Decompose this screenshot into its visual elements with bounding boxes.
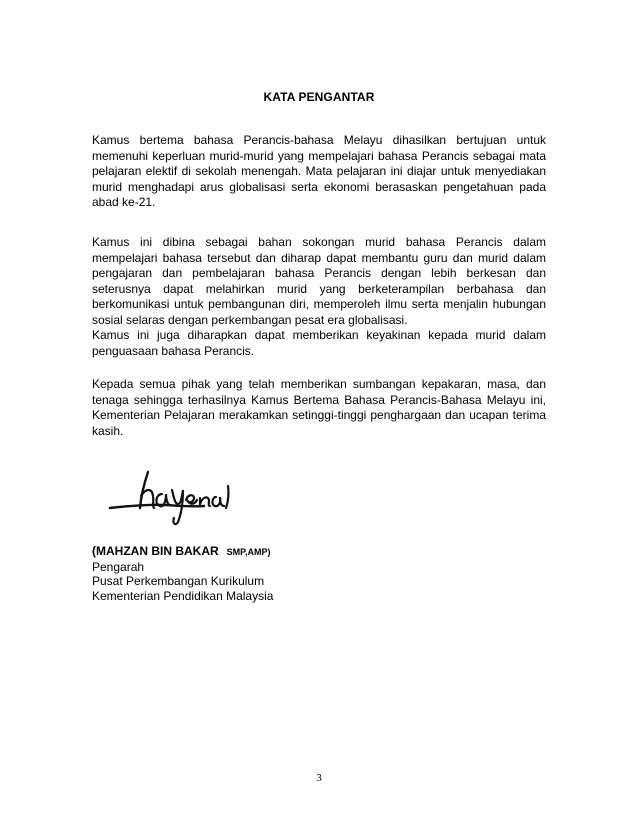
signatory-ministry: Kementerian Pendidikan Malaysia <box>92 588 274 603</box>
signatory-honorifics: SMP,AMP) <box>226 547 271 557</box>
signatory-block <box>92 544 273 603</box>
page-title: KATA PENGANTAR <box>263 90 375 104</box>
handwritten-signature <box>108 464 240 528</box>
signatory-department: Pusat Perkembangan Kurikulum <box>92 574 265 588</box>
signatory-position: Pengarah <box>92 559 145 574</box>
paragraph-text: Kepada semua pihak yang telah memberikan sumbangan kepakaran, masa, dan tenaga sehingga terhasilnya Kamus Bertema Bahasa Perancis-Bahasa Melayu ini, Kementerian Pelajaran merakamkan setinggi-tinggi penghargaan dan ucapan terima kasih. <box>92 377 546 438</box>
paragraph-purpose <box>92 235 546 359</box>
paragraph-acknowledgement <box>92 377 546 439</box>
paragraph-introduction <box>92 133 546 211</box>
paragraph-text: Kamus ini juga diharapkan dapat memberikan keyakinan kepada murid dalam penguasaan bahasa Perancis. <box>92 328 546 358</box>
signatory-name-line <box>92 544 273 560</box>
paragraph-text: Kamus bertema bahasa Perancis-bahasa Melayu dihasilkan bertujuan untuk memenuhi keperluan murid-murid yang mempelajari bahasa Perancis sebagai mata pelajaran elektif di sekolah menengah. Mata pelajaran ini diajar untuk menyediakan murid menghadapi arus globalisasi serta ekonomi berasaskan pengetahuan pada abad ke-21. <box>92 133 546 209</box>
signatory-name: (MAHZAN BIN BAKAR <box>92 544 219 558</box>
paragraph-text: Kamus ini dibina sebagai bahan sokongan murid bahasa Perancis dalam mempelajari bahasa tersebut dan diharap dapat membantu guru dan murid dalam pengajaran dan pembelajaran bahasa Perancis dengan lebih berkesan dan seterusnya dapat melahirkan murid yang berketerampilan berbahasa dan berkomunikasi untuk pembangunan diri, memperoleh ilmu serta menjalin hubungan sosial selaras dengan perkembangan pesat era globalisasi. <box>92 235 546 327</box>
page-number: 3 <box>316 772 322 784</box>
